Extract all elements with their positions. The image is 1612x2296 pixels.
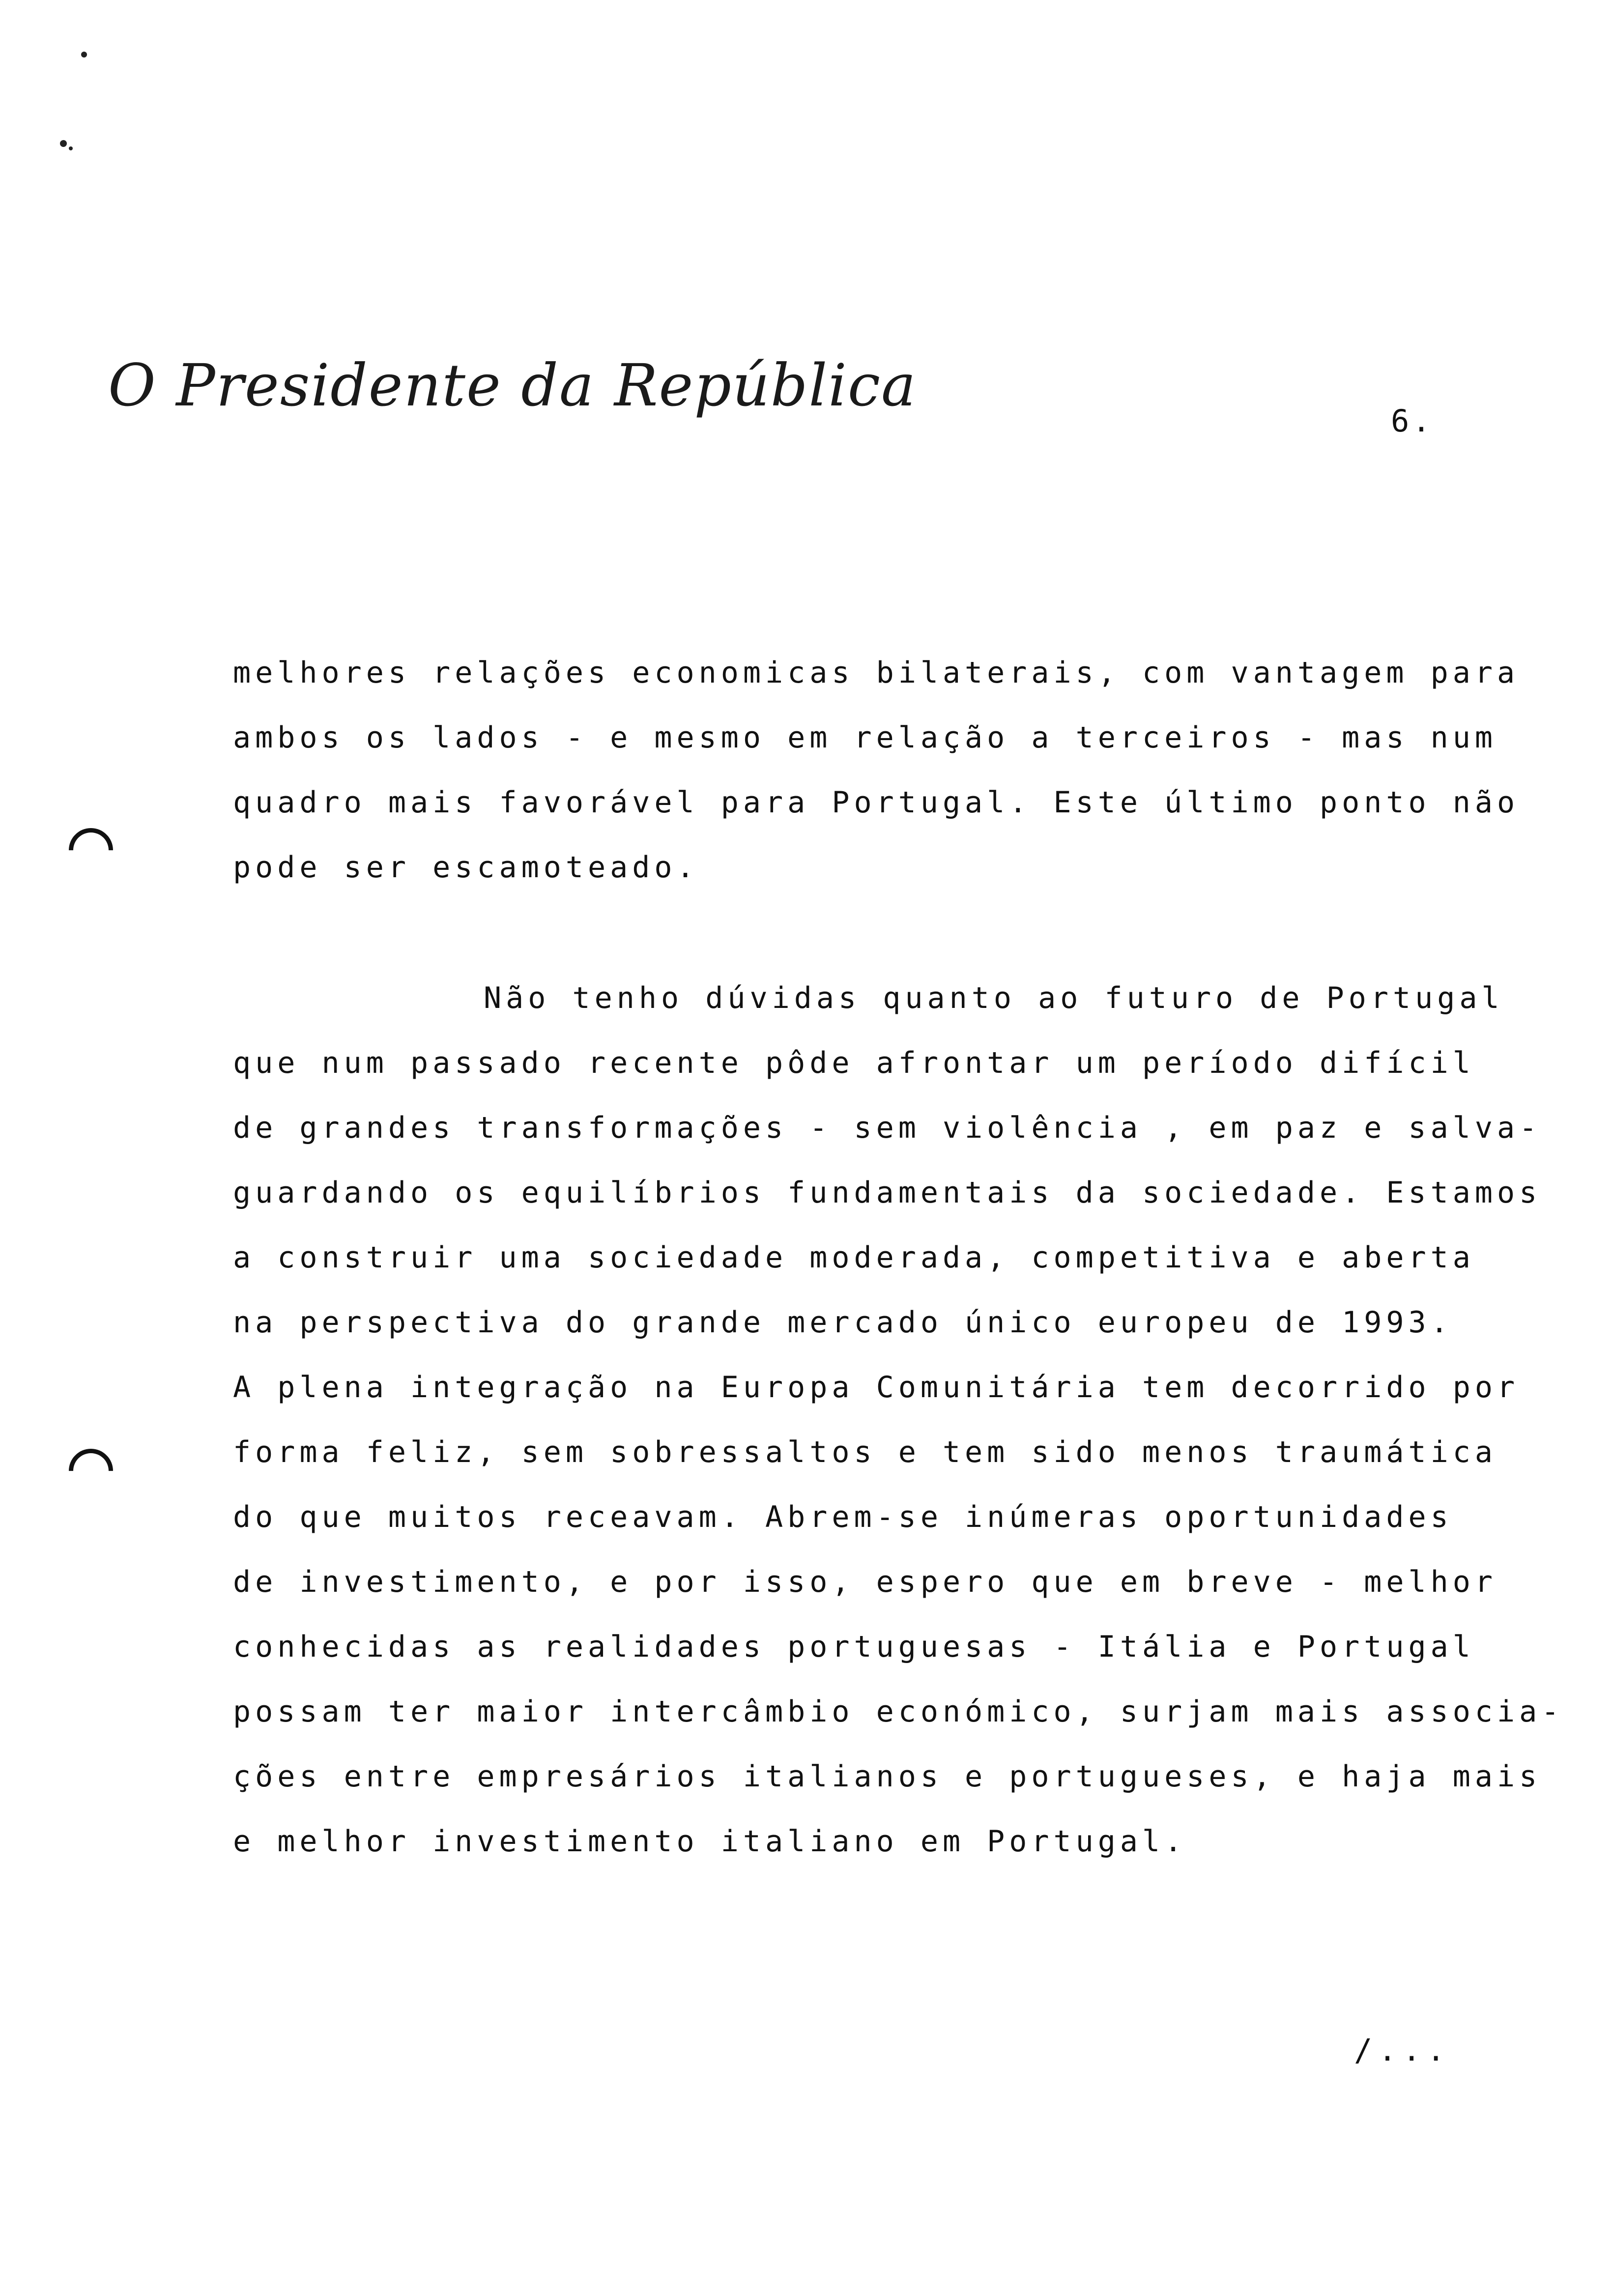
text-line: e melhor investimento italiano em Portugal. <box>233 1824 1187 1859</box>
text-line: pode ser escamoteado. <box>233 850 699 885</box>
text-line: conhecidas as realidades portuguesas - Itália e Portugal <box>233 1630 1475 1664</box>
hole-punch-mark <box>59 819 122 881</box>
text-line: a construir uma sociedade moderada, competitiva e aberta <box>233 1240 1475 1275</box>
text-line: A plena integração na Europa Comunitária tem decorrido por <box>233 1370 1520 1405</box>
text-line: guardando os equilíbrios fundamentais da sociedade. Estamos <box>233 1176 1542 1210</box>
page-number: 6. <box>1391 403 1434 439</box>
paper-speck <box>81 52 87 57</box>
text-line: que num passado recente pôde afrontar um período difícil <box>233 1046 1475 1080</box>
paper-speck <box>60 140 67 147</box>
hole-punch-mark <box>59 1439 122 1502</box>
text-line: quadro mais favorável para Portugal. Este último ponto não <box>233 785 1520 820</box>
continuation-marker: /... <box>1354 2032 1451 2068</box>
paper-speck <box>69 146 73 150</box>
letterhead-script: O Presidente da República <box>108 351 917 419</box>
text-line: de grandes transformações - sem violência , em paz e salva- <box>233 1111 1542 1145</box>
paragraph-continuation <box>233 640 1520 900</box>
text-line: ambos os lados - e mesmo em relação a terceiros - mas num <box>233 720 1497 755</box>
text-line: forma feliz, sem sobressaltos e tem sido menos traumática <box>233 1435 1497 1469</box>
text-line: na perspectiva do grande mercado único europeu de 1993. <box>233 1305 1453 1340</box>
text-line: melhores relações economicas bilaterais, com vantagem para <box>233 656 1520 690</box>
text-line: de investimento, e por isso, espero que em breve - melhor <box>233 1565 1497 1599</box>
paragraph-portugal-future <box>233 966 1564 1874</box>
text-line: do que muitos receavam. Abrem-se inúmeras oportunidades <box>233 1500 1453 1534</box>
text-line: ções entre empresários italianos e portugueses, e haja mais <box>233 1759 1542 1794</box>
text-line: Não tenho dúvidas quanto ao futuro de Portugal <box>484 981 1504 1015</box>
text-line: possam ter maior intercâmbio económico, surjam mais associa- <box>233 1694 1564 1729</box>
